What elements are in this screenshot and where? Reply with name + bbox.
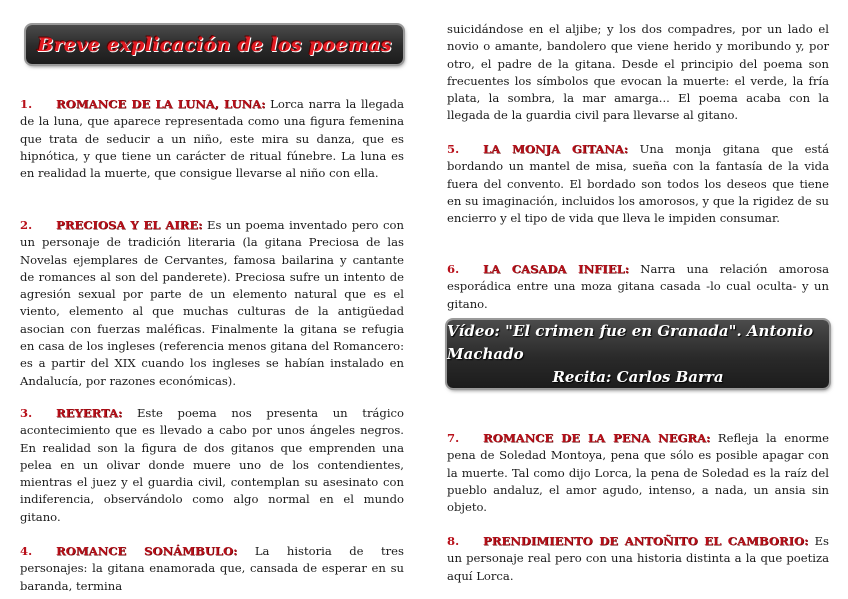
item-number: 2. [20,218,33,232]
poem-item-2 [20,217,404,390]
poem-title: ROMANCE SONÁMBULO: [56,544,238,558]
video-reciter: Recita: Carlos Barra [552,367,724,386]
poem-item-4 [20,543,404,595]
poem-description: Es un poema inventado pero con un personaje de tradición literaria (la gitana Preciosa de las Novelas ejemplares de Cervantes, famosa bailarina y cantante de romances al son del panderete). Preciosa sufre un intento de agresión sexual por parte de un elemento natural que es el viento, elemento al que muchas culturas de la antigüedad asocian con fuerzas maléficas. Finalmente la gitana se refugia en casa de los ingleses (referencia menos gitana del Romancero: es a partir del XIX cuando los ingleses se habían instalado en Andalucía, por razones económicas). [20,218,404,388]
poem-description: Este poema nos presenta un trágico acontecimiento que es llevado a cabo por unos ángeles negros. En realidad son la figura de dos gitanos que emprenden una pelea en un olivar donde muere uno de los contendientes, mientras el juez y el guardia civil, contemplan su asesinato con indiferencia, observándolo como algo normal en el mundo gitano. [20,406,404,524]
document-title: Breve explicación de los poemas [37,33,392,56]
video-banner[interactable] [447,320,829,388]
poem-description: Lorca narra la llegada de la luna, que aparece representada como una figura femenina que trata de seducir a un niño, este mira su danza, que es hipnótica, y que tiene un carácter de ritual fúnebre. La luna es en realidad la muerte, que consigue llevarse al niño con ella. [20,97,405,181]
poem-title: ROMANCE DE LA PENA NEGRA: [483,431,711,445]
poem-description: Es un personaje real pero con una historia distinta a la que poetiza aquí Lorca. [447,534,829,583]
video-title: Vídeo: "El crimen fue en Granada". Antonio Machado [447,321,813,363]
poem-description: Una monja gitana que está bordando un mantel de misa, sueña con la fantasía de la vida fuera del convento. El bordado son todos los deseos que tiene en su imaginación, incluidos los amorosos, y que la rigidez de su encierro y el tipo de vida que lleva le impiden consumar. [447,142,829,226]
poem-description: Refleja la enorme pena de Soledad Montoya, pena que sólo es posible apagar con la muerte. Tal como dijo Lorca, la pena de Soledad es la raíz del pueblo andaluz, el amor agudo, intenso, a nada, un ansia sin objeto. [447,431,829,515]
poem-description: Narra una relación amorosa esporádica entre una moza gitana casada -lo cual oculta- y un gitano. [447,262,829,311]
poem-title: PRENDIMIENTO DE ANTOÑITO EL CAMBORIO: [483,534,809,548]
poem-item-3 [20,405,404,526]
poem-title: REYERTA: [56,406,123,420]
item-number: 5. [447,142,460,156]
item-number: 4. [20,544,33,558]
poem-title: LA CASADA INFIEL: [483,262,630,276]
title-banner [26,25,403,64]
poem-item-7 [447,430,829,516]
poem-description: La historia de tres personajes: la gitana enamorada que, cansada de esperar en su baranda, termina [20,544,404,593]
poem-item-6 [447,261,829,313]
poem-item-4-continued: suicidándose en el aljibe; y los dos compadres, por un lado el novio o amante, bandolero que viene herido y moribundo y, por otro, el padre de la gitana. Desde el principio del poema son frecuentes los símbolos que evocan la muerte: el verde, la fría plata, la sombra, la mar amarga... El poema acaba con la llegada de la guardia civil para llevarse al gitano. [447,22,829,123]
poem-item-8 [447,533,829,585]
item-number: 3. [20,406,33,420]
poem-title: LA MONJA GITANA: [483,142,629,156]
item-number: 8. [447,534,460,548]
poem-title: ROMANCE DE LA LUNA, LUNA: [56,97,266,111]
item-number: 1. [20,97,33,111]
poem-item-5 [447,141,829,227]
item-number: 6. [447,262,460,276]
poem-item-1 [20,96,404,182]
poem-title: PRECIOSA Y EL AIRE: [56,218,203,232]
item-number: 7. [447,431,460,445]
